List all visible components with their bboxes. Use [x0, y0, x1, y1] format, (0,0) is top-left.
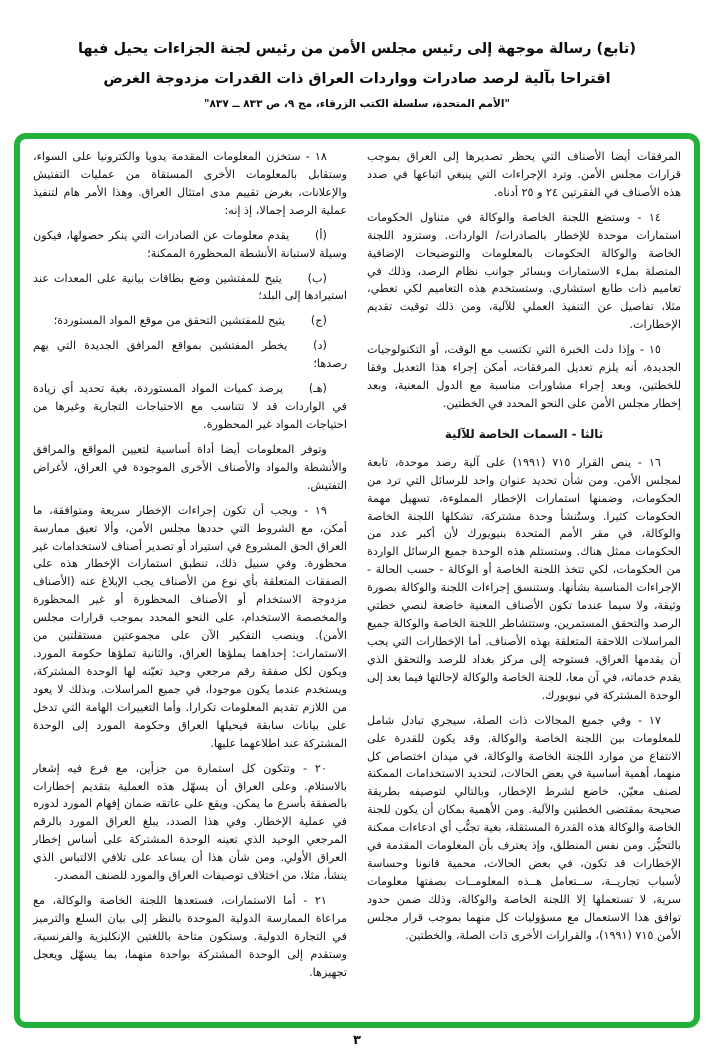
page-number: ٣: [353, 1033, 361, 1048]
sub-item-d-marker: (د): [313, 339, 327, 353]
sub-item-a: [33, 227, 347, 263]
title-line-1: (تابع) رسالة موجهة إلى رئيس مجلس الأمن من رئيس لجنة الجزاءات يحيل فيها: [77, 41, 636, 57]
paragraph-18-closing: وتوفر المعلومات أيضا أداة أساسية لتعيين المواقع والمرافق والأنشطة والمواد والأصناف الأخرى الموجودة في العراق، لأغراض التفتيش.: [33, 442, 347, 492]
sub-item-d: [33, 337, 347, 373]
paragraph-17: ١٧ - وفي جميع المجالات ذات الصلة، سيجري تبادل شامل للمعلومات بين اللجنة الخاصة والوكالة. وقد يكون للقدرة على الانتفاع من موارد اللجنة الخاصة والوكالة، في ميدان اختصاص كل منهما، أهمية أساسية في بعض الحالات، لتحديد الاستخدامات الممكنة لصنف معيّن، خاضع لشرط الإخطار، وبالتالي لتوصيفه بطريقة صحيحة بمقتضى الخطتين والآلية. ومن الأهمية بمكان أن يكون للجنة الخاصة والوكالة هذه القدرة المستقلة، بغية تجنُّب أي ادعاءات ممكنة بالتحيُّز. ومن نفس المنطلق، وإذ يعترف بأن المعلومات المقدمة في الإخطارات قد تكون، في بعض الحالات، محمية قانونا وحساسة لأسباب تجاريــة، ســتعامل هــذه المعلومــات بصفتها معلومات سرية، لا تستعملها إلا اللجنة الخاصة والوكالة، وذلك ضمن حدود توافق هذا الاستعمال مع مسؤوليات كل منهما بموجب قرار مجلس الأمن ٧١٥ (١٩٩١)، والقرارات الأخرى ذات الصلة، والخطتين.: [367, 713, 681, 942]
source-citation: "الأمم المتحدة، سلسلة الكتب الزرقاء، مج ٩، ص ٨٣٣ ــ ٨٣٧": [204, 98, 510, 110]
sub-item-e-marker: (هـ): [308, 382, 327, 396]
paragraph-19: ١٩ - ويجب أن تكون إجراءات الإخطار سريعة ومتوافقة، ما أمكن، مع الشروط التي حددها مجلس الأمن، وألا تعيق ممارسة العراق الحق المشروع في استيراد أو تصدير أصناف لاستخدامات غير محظورة. وفي سبيل ذلك، تنطبق استمارات الإخطار هذه على الصفقات المتعلقة بأي نوع من الأصناف يجب الإبلاغ عنه (الأصناف مزدوجة الاستخدام أو الأصناف المحظورة أو غير المحظورة والمخصصة الاستخدام، على النحو المحدد بموجب قرارات مجلس الأمن). وينصب التفكير الآن على مجموعتين مستقلتين من الاستمارات: إحداهما يملؤها العراق، والثانية تملؤها حكومة المورد. ويكون لكل صفقة رقم مرجعي وحيد تعيّنه لها الوحدة المشتركة، ويستخدم عندما يكون موجودا، في جميع المراسلات. وبذلك لا يعود من اللازم تقديم المعلومات تكرارا. وأما التغييرات الهامة التي تدخل على بيانات سابقة فيحيلها العراق وحكومة المورد إلى الوحدة المشتركة عند اطلاعهما عليها.: [33, 503, 347, 750]
sub-item-a-marker: (أ): [315, 228, 327, 242]
sub-item-a-text: يقدم معلومات عن الصادرات التي ينكر حصولها، فيكون وسيلة لاستبانة الأنشطة المحظورة الممكنة؛: [33, 228, 347, 260]
sub-item-e: [33, 380, 347, 434]
paragraph-18: ١٨ - ستخزن المعلومات المقدمة يدويا والكترونيا على السواء، وستقابل بالمعلومات الأخرى المستقاة من عمليات التفتيش والإعلانات، بغرض تقييم مدى امتثال العراق. وهذا الأمر هام لتنفيذ عملية الرصد إجمالا، إذ إنه:: [33, 150, 347, 217]
paragraph-continuation: المرفقات أيضا الأصناف التي يحظر تصديرها إلى العراق بموجب قرارات مجلس الأمن. وترد الإجراءات التي ينبغي اتباعها في صدد هذه الأصناف في الفقرتين ٢٤ و ٢٥ أدناه.: [367, 150, 681, 199]
section-heading-third: ثالثا - السمات الخاصة للآلية: [444, 426, 604, 441]
sub-item-c-text: يتيح للمفتشين التحقق من موقع المواد المستوردة؛: [53, 314, 286, 328]
paragraph-16: ١٦ - ينص القرار ٧١٥ (١٩٩١) على آلية رصد موحدة، تابعة لمجلس الأمن. ومن شأن تحديد عنوان واحد للرسائل التي ترد من الحكومات، وضمنها استمارات الإخطار المملوءة، تسهيل مهمة الحكومات كثيرا. وستُنشأ وحدة مشتركة، تشكلها اللجنة الخاصة والوكالة، في مقر الأمم المتحدة بنيويورك لأن أكبر عدد من الحكومات ممثل هناك. وستستلم هذه الوحدة جميع الرسائل الواردة من الحكومات، لكي تتخذ اللجنة الخاصة أو الوكالة - حسب الحالة - الإجراءات المناسبة بشأنها. وستنسق إجراءات اللجنة والوكالة بصورة وثيقة، ولا سيما عندما تكون الأصناف المعنية خاضعة لنصي خطتي الرصد والتحقق المستمرين، وستتشاطر اللجنة الخاصة والوكالة جميع المراسلات اللاحقة المتعلقة بهذه الأصناف. أما الإخطارات التي يجب أن يقدمها العراق، فستوجه إلى مركز بغداد للرصد والتحقق الذي يقدم خدماته، في آن معا، للجنة الخاصة والوكالة لإحالتها فيما بعد إلى الوحدة المشتركة في نيويورك.: [367, 455, 681, 702]
sub-item-c-marker: (ج): [310, 314, 327, 328]
paragraph-14: ١٤ - وستضع اللجنة الخاصة والوكالة في متناول الحكومات استمارات موحدة للإخطار بالصادرات/ الواردات. وستزود اللجنة الخاصة والوكالة الحكومات بالمعلومات والتوضيحات الإضافية المتصلة بملء الاستمارات وبسائر جوانب نظام الرصد، وذلك في تعاميم ذات طابع استشاري. وستستخدم هذه التعاميم لكي تعطي، مثلا، تفاصيل عن التنفيذ العملي للآلية، ومن ذلك توقيت تقديم الإخطارات.: [367, 210, 681, 332]
paragraph-20: ٢٠ - وتتكون كل استمارة من جزأين، مع فرع فيه إشعار بالاستلام. وعلى العراق أن يسهّل هذه العملية بتقديم إخطارات بالصفقة بأسرع ما يمكن. ويقع على عاتقه ضمان إفهام المورد لدوره في عملية الإخطار. وفي هذا الصدد، يبلغ العراق المورد بالرقم المرجعي الوحيد الذي تعينه الوحدة المشتركة على أساس إخطار العراق الأولي. ومن شأن هذا أن يساعد على تلافي الالتباس الذي ينشأ، مثلا، من اختلاف توصيفات العراق والمورد للصنف المصدر.: [33, 761, 347, 883]
paragraph-21: ٢١ - أما الاستمارات، فستعدها اللجنة الخاصة والوكالة، مع مراعاة الممارسة الدولية الموحدة بالنظر إلى بيان السلع والترميز في التجارة الدولية. وستكون متاحة باللغتين الإنكليزية والفرنسية، وستقدم إلى الوحدة المشتركة بواحدة منهما، بما يسهّل ويعجل تجهيزها.: [33, 894, 347, 979]
sub-item-b: [33, 270, 347, 306]
column-right: [367, 148, 681, 1016]
sub-item-d-text: يخطر المفتشين بمواقع المرافق الجديدة التي يهم رصدها؛: [33, 339, 347, 371]
title-line-2: اقتراحا بآلية لرصد صادرات وواردات العراق ذات القدرات مزدوجة الغرض: [103, 71, 611, 87]
sub-item-c: [33, 312, 347, 330]
document-header: [0, 0, 714, 110]
sub-item-b-marker: (ب): [307, 271, 327, 285]
column-left: [33, 148, 347, 1016]
paragraph-15: ١٥ - وإذا دلت الخبرة التي تكتسب مع الوقت، أو التكنولوجيات الجديدة، أنه يلزم تعديل المرفقات، أمكن إجراء هذا التعديل وفقا للخطتين، وبعد إجراء مشاورات مناسبة مع الدول المعنية، وبعد إخطار مجلس الأمن على النحو المحدد في الخطتين.: [367, 343, 681, 410]
sub-item-e-text: يرصد كميات المواد المستوردة، بغية تحديد أي زيادة في الواردات قد لا تتناسب مع الاحتياجات التجارية وغيرها من احتياجات المواد غير المحظورة.: [33, 382, 347, 431]
sub-item-b-text: يتيح للمفتشين وضع بطاقات بيانية على المعدات عند استيرادها إلى البلد؛: [33, 271, 347, 303]
content-border-box: [14, 133, 700, 1028]
